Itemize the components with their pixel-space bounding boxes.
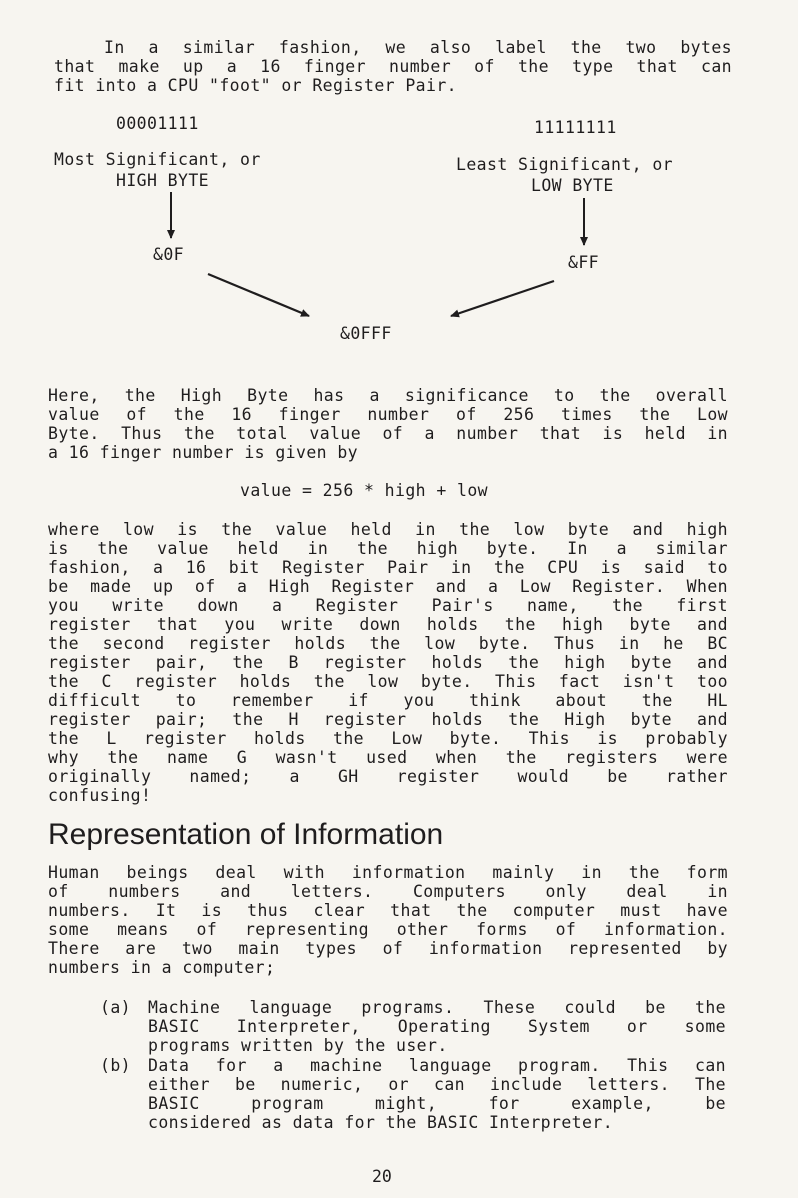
- combined-hex: &0FFF: [340, 324, 392, 343]
- intro-line: that make up a 16 finger number of the type that can: [54, 57, 732, 76]
- para-line: difficult to remember if you think about the HL: [48, 691, 728, 710]
- page-number: 20: [372, 1167, 392, 1186]
- para-line: Human beings deal with information mainly in the form: [48, 863, 728, 882]
- high-byte-hex: &0F: [153, 245, 185, 264]
- para-line: the L register holds the Low byte. This is probably: [48, 729, 728, 748]
- intro-line: In a similar fashion, we also label the two bytes: [104, 38, 732, 57]
- list-item: [100, 998, 726, 1058]
- list-line: BASIC Interpreter, Operating System or some: [148, 1017, 726, 1036]
- low-byte-hex: &FF: [568, 253, 600, 272]
- low-byte-label-2: LOW BYTE: [531, 176, 614, 195]
- list-line: BASIC program might, for example, be: [148, 1094, 726, 1113]
- para-line: is the value held in the high byte. In a similar: [48, 539, 728, 558]
- para-line: numbers. It is thus clear that the computer must have: [48, 901, 728, 920]
- information-paragraph: [48, 863, 728, 977]
- list-item: [100, 1056, 726, 1136]
- para-line: originally named; a GH register would be rather: [48, 767, 728, 786]
- para-line: There are two main types of information represented by: [48, 939, 728, 958]
- high-byte-bits: 00001111: [116, 114, 199, 133]
- low-byte-bits: 11111111: [534, 118, 617, 137]
- high-byte-label: Most Significant, or: [54, 150, 261, 169]
- para-line: of numbers and letters. Computers only deal in: [48, 882, 728, 901]
- list-line: either be numeric, or can include letters. The: [148, 1075, 726, 1094]
- intro-line: fit into a CPU "foot" or Register Pair.: [54, 76, 458, 95]
- significance-paragraph: [48, 386, 728, 462]
- list-item-text: [148, 998, 726, 1055]
- para-line: numbers in a computer;: [48, 958, 276, 977]
- arrow-low-to-combined: [451, 281, 554, 316]
- list-line: Machine language programs. These could be the: [148, 998, 726, 1017]
- list-line: considered as data for the BASIC Interpreter.: [148, 1113, 614, 1132]
- list-line: programs written by the user.: [148, 1036, 448, 1055]
- para-line: register that you write down holds the high byte and: [48, 615, 728, 634]
- list-item-text: [148, 1056, 726, 1132]
- para-line: fashion, a 16 bit Register Pair in the CPU is said to: [48, 558, 728, 577]
- para-line: you write down a Register Pair's name, the first: [48, 596, 728, 615]
- para-line: register pair; the H register holds the High byte and: [48, 710, 728, 729]
- para-line: why the name G wasn't used when the registers were: [48, 748, 728, 767]
- arrow-high-to-combined: [208, 274, 309, 316]
- para-line: Byte. Thus the total value of a number that is held in: [48, 424, 728, 443]
- para-line: where low is the value held in the low byte and high: [48, 520, 728, 539]
- para-line: some means of representing other forms of information.: [48, 920, 728, 939]
- para-line: Here, the High Byte has a significance to the overall: [48, 386, 728, 405]
- low-byte-label: Least Significant, or: [456, 155, 674, 174]
- para-line: confusing!: [48, 786, 152, 805]
- para-line: the C register holds the low byte. This fact isn't too: [48, 672, 728, 691]
- para-line: a 16 finger number is given by: [48, 443, 359, 462]
- section-heading: Representation of Information: [48, 818, 444, 851]
- list-item-label: (b): [100, 1056, 132, 1075]
- para-line: the second register holds the low byte. Thus in he BC: [48, 634, 728, 653]
- list-line: Data for a machine language program. This can: [148, 1056, 726, 1075]
- para-line: be made up of a High Register and a Low Register. When: [48, 577, 728, 596]
- high-byte-label-2: HIGH BYTE: [116, 171, 210, 190]
- register-pair-paragraph: [48, 520, 728, 805]
- para-line: register pair, the B register holds the high byte and: [48, 653, 728, 672]
- value-formula: value = 256 * high + low: [240, 481, 489, 500]
- para-line: value of the 16 finger number of 256 times the Low: [48, 405, 728, 424]
- list-item-label: (a): [100, 998, 132, 1017]
